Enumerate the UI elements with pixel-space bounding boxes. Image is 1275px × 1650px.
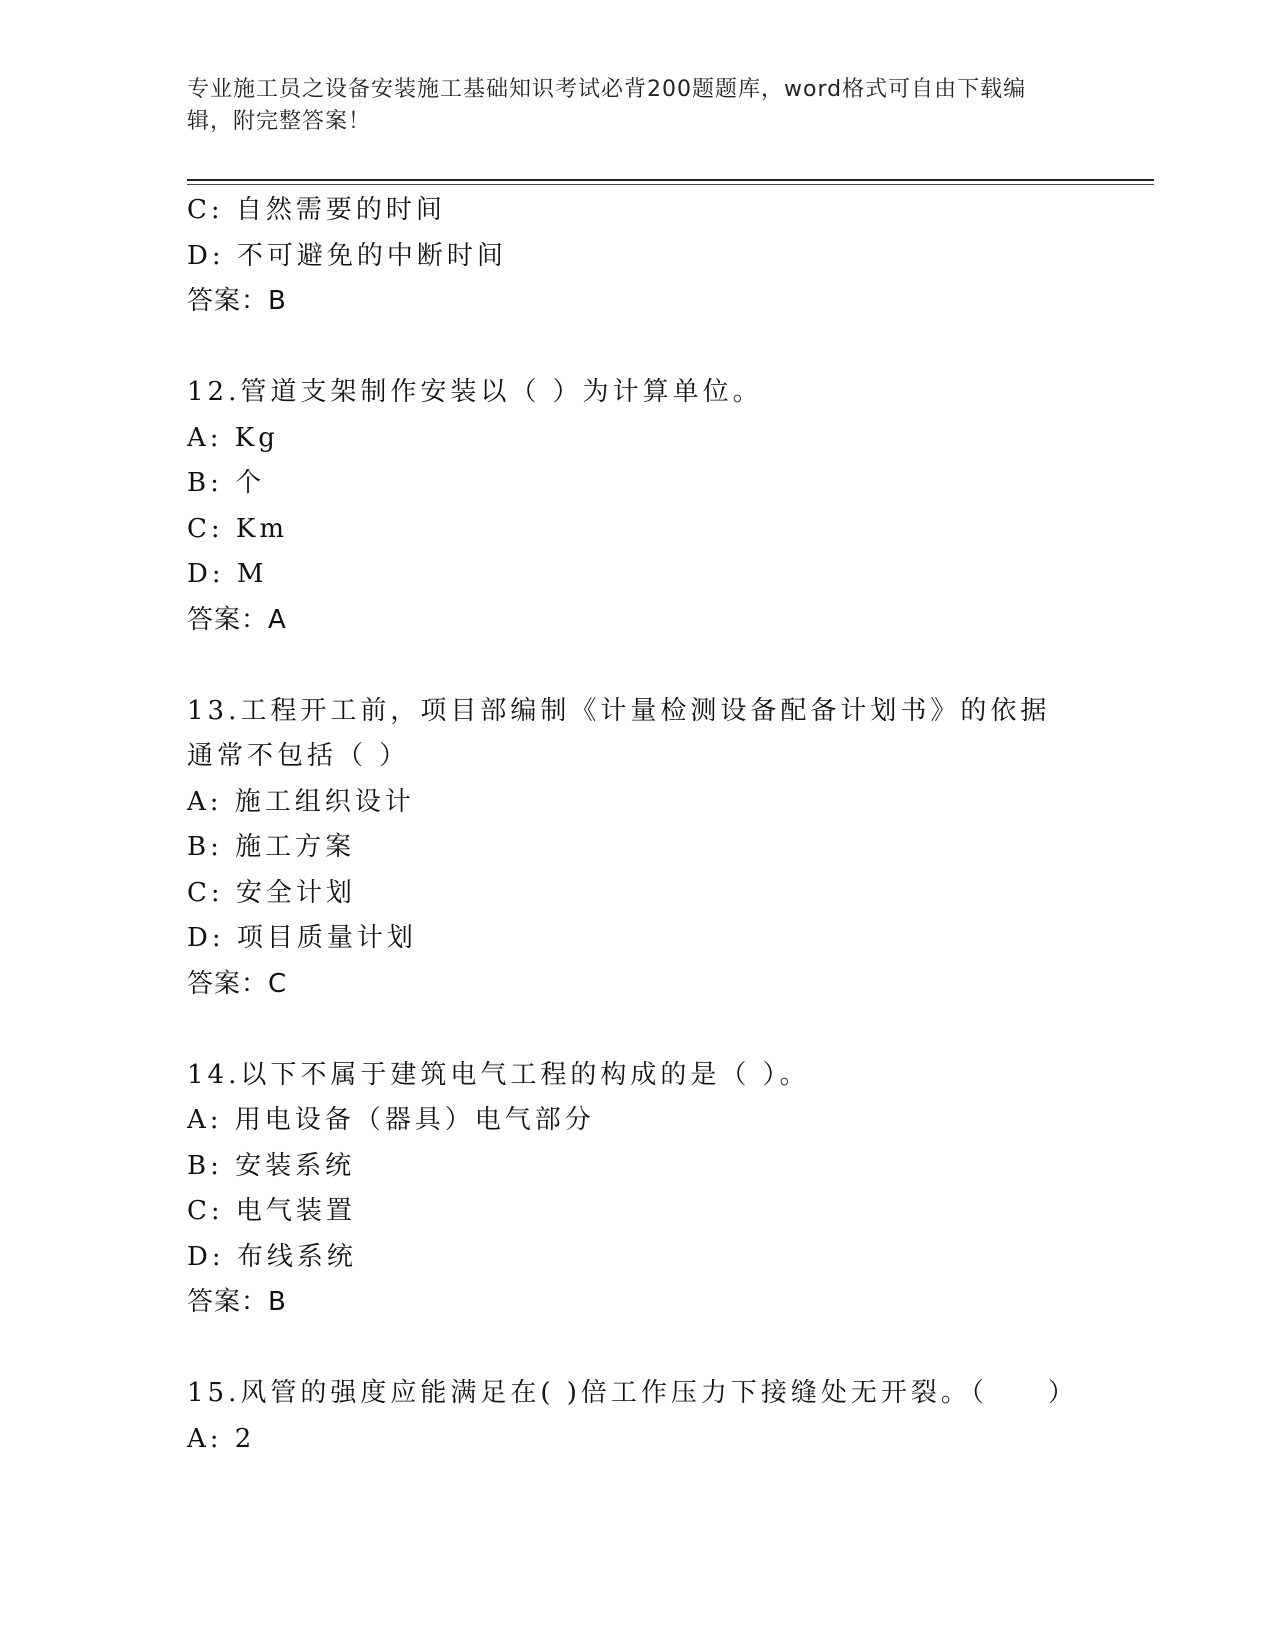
option-c: C: 电气装置	[187, 1196, 356, 1226]
answer-line: 答案：B	[187, 1287, 287, 1317]
option-a: A: 用电设备（器具）电气部分	[187, 1105, 595, 1135]
option-b: B: 安装系统	[187, 1150, 356, 1181]
option-b: B: 施工方案	[187, 832, 356, 862]
option-d: D: M	[187, 559, 268, 589]
question-stem: 12.管道支架制作安装以（ ）为计算单位。	[187, 377, 763, 407]
option-a: A: 施工组织设计	[187, 786, 415, 817]
option-c: C: Km	[187, 513, 288, 544]
option-c: C: 自然需要的时间	[187, 195, 446, 225]
question-stem: 15.风管的强度应能满足在( )倍工作压力下接缝处无开裂。（ ）	[187, 1378, 1078, 1408]
option-a: A: 2	[187, 1423, 256, 1454]
option-a: A: Kg	[187, 422, 279, 453]
document-header: 专业施工员之设备安装施工基础知识考试必背200题题库，word格式可自由下载编辑，附完整答案！	[187, 77, 1027, 134]
spacer	[187, 1326, 1087, 1372]
answer-line: 答案：B	[187, 286, 287, 316]
option-b: B: 个	[187, 468, 266, 498]
answer-line: 答案：A	[187, 604, 287, 635]
spacer	[187, 643, 1087, 689]
option-d: D: 项目质量计划	[187, 923, 417, 953]
header-rule-thin	[187, 184, 1154, 185]
question-11-tail	[187, 188, 1087, 325]
option-d: D: 布线系统	[187, 1241, 357, 1272]
question-13	[187, 689, 1087, 1008]
spacer	[187, 325, 1087, 371]
question-list	[187, 188, 1087, 1462]
option-d: D: 不可避免的中断时间	[187, 240, 507, 271]
header-rule-thick	[187, 179, 1154, 181]
question-stem: 13.工程开工前，项目部编制《计量检测设备配备计划书》的依据通常不包括（ ）	[187, 695, 1051, 771]
spacer	[187, 1007, 1087, 1053]
question-15	[187, 1371, 1087, 1462]
question-stem: 14.以下不属于建筑电气工程的构成的是（ ）。	[187, 1059, 810, 1090]
answer-line: 答案：C	[187, 968, 288, 999]
question-12	[187, 370, 1087, 643]
option-c: C: 安全计划	[187, 877, 356, 908]
question-14	[187, 1053, 1087, 1326]
